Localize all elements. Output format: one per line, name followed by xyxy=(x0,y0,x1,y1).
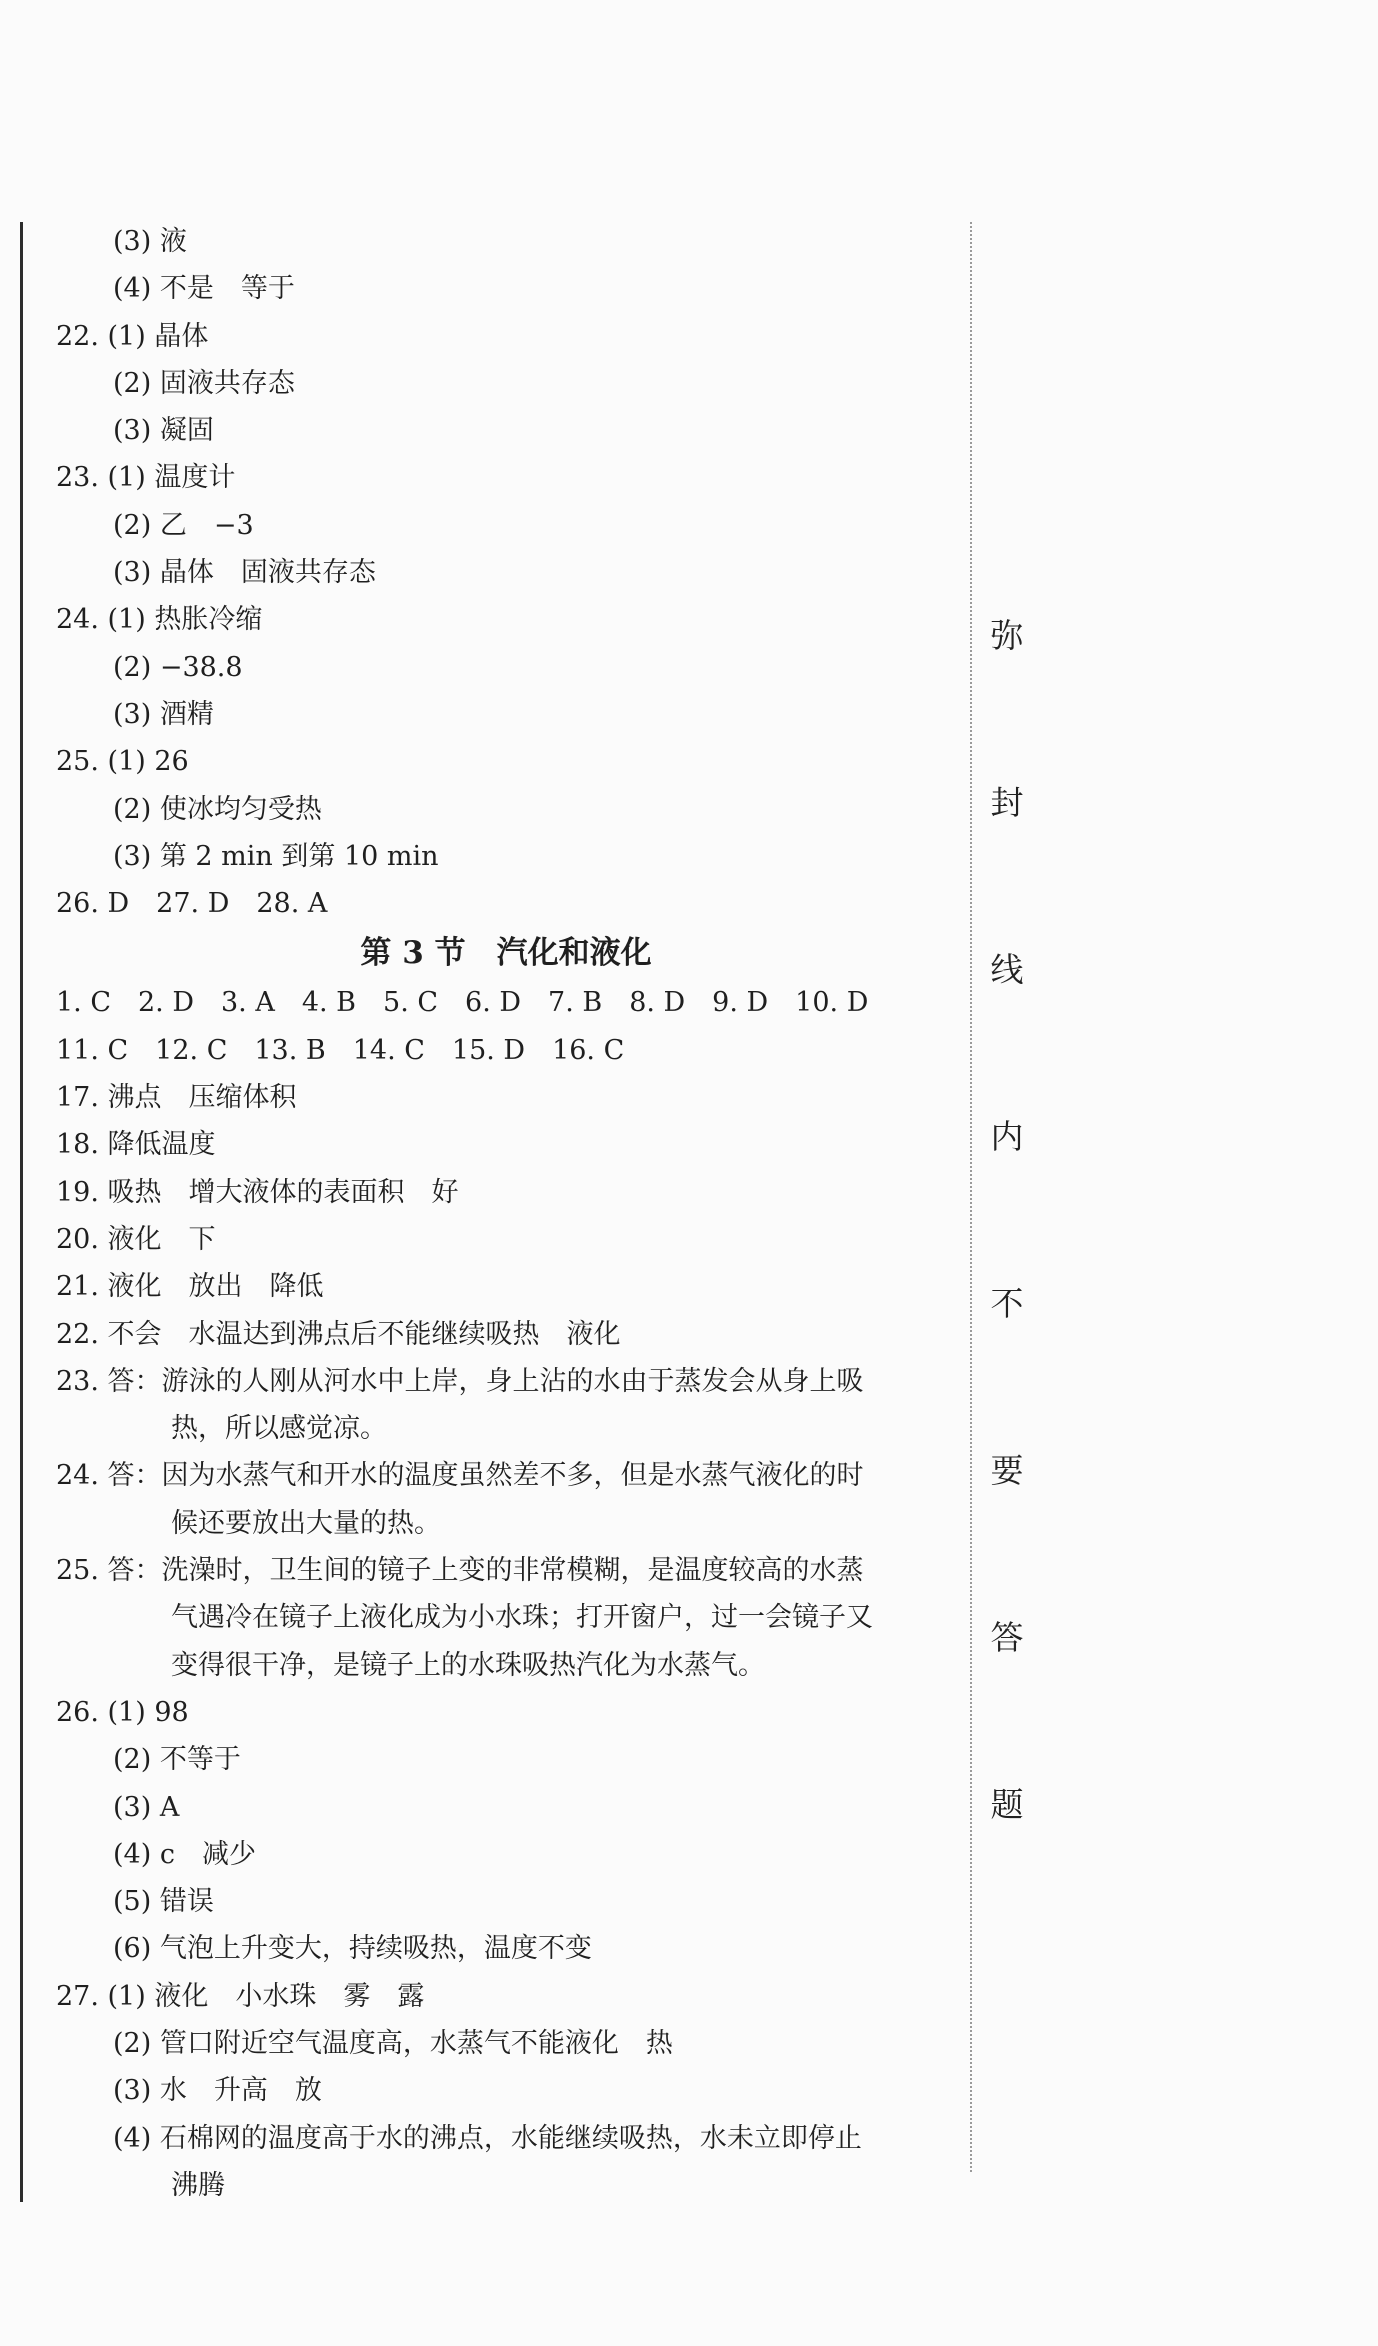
answer-line: 21. 液化 放出 降低 xyxy=(56,1271,324,1303)
answer-line: (2) 管口附近空气温度高，水蒸气不能液化 热 xyxy=(113,2027,673,2059)
answer-line: 20. 液化 下 xyxy=(56,1223,216,1255)
answer-line: 27. (1) 液化 小水珠 雾 露 xyxy=(56,1980,425,2012)
answer-line: 候还要放出大量的热。 xyxy=(171,1507,441,1539)
answer-line: (3) 液 xyxy=(113,226,187,257)
seal-line-notice xyxy=(982,610,1032,1826)
answer-line: (3) 第 2 min 到第 10 min xyxy=(113,840,439,872)
seal-char: 答 xyxy=(990,1618,1024,1657)
section-title: 第 3 节 汽化和液化 xyxy=(360,935,652,972)
answer-line: 11. C 12. C 13. B 14. C 15. D 16. C xyxy=(56,1034,625,1066)
answer-line: (4) c 减少 xyxy=(113,1838,256,1870)
answer-line: (2) 乙 −3 xyxy=(113,509,254,541)
answer-line: 24. 答：因为水蒸气和开水的温度虽然差不多，但是水蒸气液化的时 xyxy=(56,1460,864,1492)
answer-line: 热，所以感觉凉。 xyxy=(171,1413,387,1445)
answer-line: 19. 吸热 增大液体的表面积 好 xyxy=(56,1176,459,1208)
answer-line: 沸腾 xyxy=(171,2169,225,2201)
answer-line: (3) A xyxy=(113,1791,180,1823)
answer-content xyxy=(56,218,956,2209)
answer-line: (3) 水 升高 放 xyxy=(113,2075,322,2107)
answer-line: 26. (1) 98 xyxy=(56,1696,189,1728)
answer-line: 23. (1) 温度计 xyxy=(56,462,236,494)
answer-line: (5) 错误 xyxy=(113,1886,214,1918)
answer-line: 17. 沸点 压缩体积 xyxy=(56,1082,297,1114)
answer-line: 气遇冷在镜子上液化成为小水珠；打开窗户，过一会镜子又 xyxy=(171,1602,873,1634)
seal-char: 内 xyxy=(990,1117,1024,1156)
answer-line: 25. 答：洗澡时，卫生间的镜子上变的非常模糊，是温度较高的水蒸 xyxy=(56,1555,864,1587)
answer-line: 18. 降低温度 xyxy=(56,1129,216,1161)
seal-char: 弥 xyxy=(990,616,1024,655)
seal-char: 封 xyxy=(990,783,1024,822)
answer-line: (4) 石棉网的温度高于水的沸点，水能继续吸热，水未立即停止 xyxy=(113,2122,862,2154)
seal-char: 不 xyxy=(990,1284,1024,1323)
answer-line: (4) 不是 等于 xyxy=(113,273,295,305)
answer-line: 24. (1) 热胀冷缩 xyxy=(56,604,263,636)
answer-line: (6) 气泡上升变大，持续吸热，温度不变 xyxy=(113,1933,592,1965)
answer-line: 变得很干净，是镜子上的水珠吸热汽化为水蒸气。 xyxy=(171,1649,765,1681)
answer-line: (3) 凝固 xyxy=(113,415,214,447)
answer-line: 25. (1) 26 xyxy=(56,746,189,778)
answer-line: 1. C 2. D 3. A 4. B 5. C 6. D 7. B 8. D 9. D 10. D xyxy=(56,987,869,1019)
answer-line: (2) −38.8 xyxy=(113,651,243,683)
answer-line: 22. 不会 水温达到沸点后不能继续吸热 液化 xyxy=(56,1318,621,1350)
answer-line: (2) 固液共存态 xyxy=(113,367,295,399)
answer-line: 23. 答：游泳的人刚从河水中上岸，身上沾的水由于蒸发会从身上吸 xyxy=(56,1365,864,1397)
answer-line: (2) 不等于 xyxy=(113,1744,241,1776)
seal-char: 要 xyxy=(990,1451,1024,1490)
answer-line: 22. (1) 晶体 xyxy=(56,320,209,352)
answer-line: (3) 晶体 固液共存态 xyxy=(113,557,376,589)
left-margin-rule xyxy=(20,222,23,2202)
answer-line: (3) 酒精 xyxy=(113,698,214,730)
answer-line: (2) 使冰均匀受热 xyxy=(113,793,322,825)
seal-dotted-line xyxy=(970,222,972,2172)
seal-char: 题 xyxy=(990,1785,1024,1824)
seal-char: 线 xyxy=(990,950,1024,989)
answer-line: 26. D 27. D 28. A xyxy=(56,888,328,920)
